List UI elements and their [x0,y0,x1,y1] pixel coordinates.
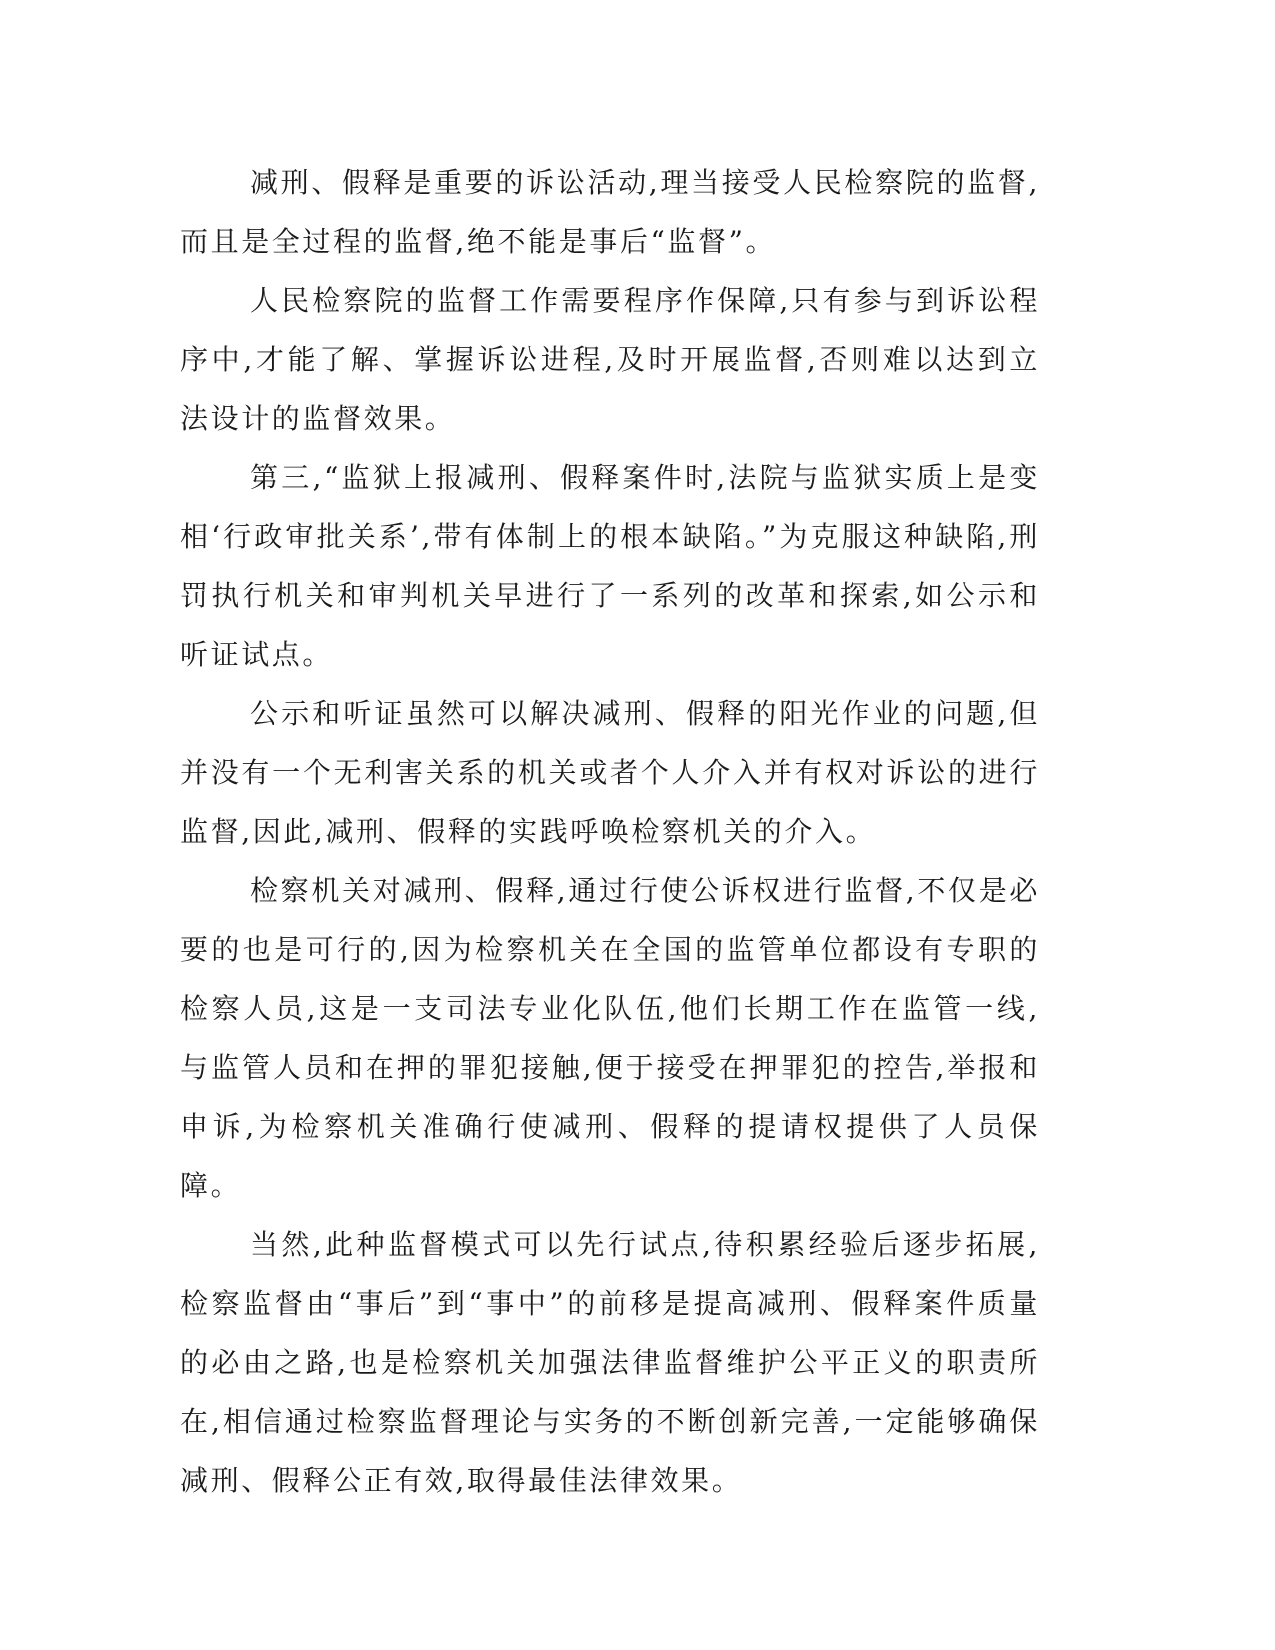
paragraph-5: 检察机关对减刑、假释,通过行使公诉权进行监督,不仅是必要的也是可行的,因为检察机关在全国的监管单位都设有专职的检察人员,这是一支司法专业化队伍,他们长期工作在监管一线,与监管人员和在押的罪犯接触,便于接受在押罪犯的控告,举报和申诉,为检察机关准确行使减刑、假释的提请权提供了人员保障。 [180,874,1040,1202]
paragraph-4: 公示和听证虽然可以解决减刑、假释的阳光作业的问题,但并没有一个无利害关系的机关或者个人介入并有权对诉讼的进行监督,因此,减刑、假释的实践呼唤检察机关的介入。 [180,697,1040,848]
paragraph-6: 当然,此种监督模式可以先行试点,待积累经验后逐步拓展,检察监督由“事后”到“事中”的前移是提高减刑、假释案件质量的必由之路,也是检察机关加强法律监督维护公平正义的职责所在,相信通过检察监督理论与实务的不断创新完善,一定能够确保减刑、假释公正有效,取得最佳法律效果。 [180,1228,1040,1497]
paragraph-3: 第三,“监狱上报减刑、假释案件时,法院与监狱实质上是变相‘行政审批关系’,带有体制上的根本缺陷。”为克服这种缺陷,刑罚执行机关和审判机关早进行了一系列的改革和探索,如公示和听证试点。 [180,461,1040,671]
document-page [180,153,1040,1510]
paragraph-1: 减刑、假释是重要的诉讼活动,理当接受人民检察院的监督,而且是全过程的监督,绝不能是事后“监督”。 [180,166,1040,258]
paragraph-2: 人民检察院的监督工作需要程序作保障,只有参与到诉讼程序中,才能了解、掌握诉讼进程,及时开展监督,否则难以达到立法设计的监督效果。 [180,284,1040,435]
